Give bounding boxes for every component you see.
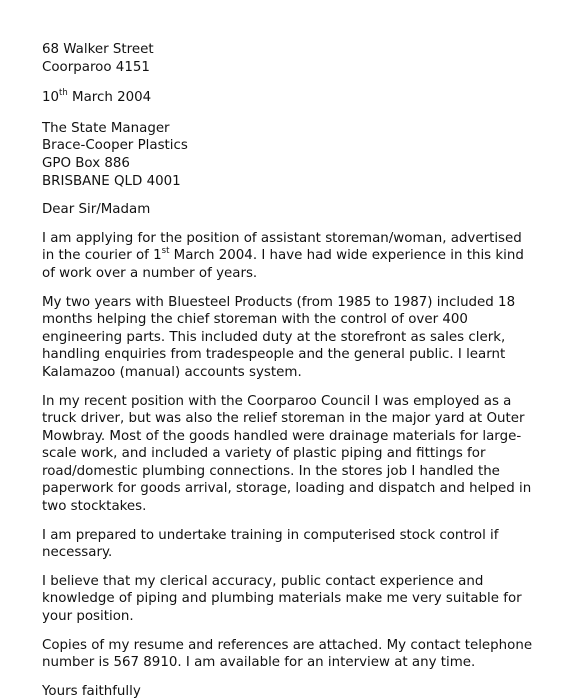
recipient-po-box: GPO Box 886: [42, 155, 130, 171]
letter-date: [42, 89, 562, 107]
sender-suburb: Coorparoo 4151: [42, 59, 150, 75]
paragraph-council: In my recent position with the Coorparoo Council I was employed as a truck driver, but was also the relief storeman in the major yard at Outer Mowbray. Most of the goods handled were drainage materials for large- scale work, and included a variety of plastic piping and fittings for road/domestic plumbing connections. In the stores job I handled the paperwork for goods arrival, storage, loading and dispatch and helped in two stocktakes.: [42, 393, 532, 515]
paragraph-contact: Copies of my resume and references are attached. My contact telephone number is 567 8910. I am available for an interview at any time.: [42, 637, 533, 671]
recipient-title: The State Manager: [42, 120, 170, 136]
cover-letter: [42, 41, 562, 700]
recipient-address: [42, 120, 562, 190]
date-day: 10: [42, 90, 60, 106]
date-suffix: th: [59, 87, 68, 98]
paragraph-suitability: I believe that my clerical accuracy, public contact experience and knowledge of piping and plumbing materials make me very suitable for your position.: [42, 573, 522, 625]
salutation: Dear Sir/Madam: [42, 202, 151, 218]
recipient-city: BRISBANE QLD 4001: [42, 173, 181, 189]
date-month-year: March 2004: [67, 90, 152, 106]
paragraph-intro: I am applying for the position of assistant storeman/woman, advertised in the courier of 1st March 2004. I have had wide experience in this kind of work over a number of years.: [42, 230, 524, 281]
closing: Yours faithfully: [42, 683, 141, 699]
paragraph-training: I am prepared to undertake training in computerised stock control if necessary.: [42, 527, 499, 561]
sender-street: 68 Walker Street: [42, 42, 154, 57]
recipient-company: Brace-Cooper Plastics: [42, 138, 188, 154]
paragraph-bluesteel: My two years with Bluesteel Products (from 1985 to 1987) included 18 months helping the chief storeman with the control of over 400 engineering parts. This included duty at the storefront as sales clerk, handling enquiries from tradespeople and the general public. I learnt Kalamazoo (manual) accounts system.: [42, 294, 516, 380]
sender-address: [42, 41, 562, 76]
